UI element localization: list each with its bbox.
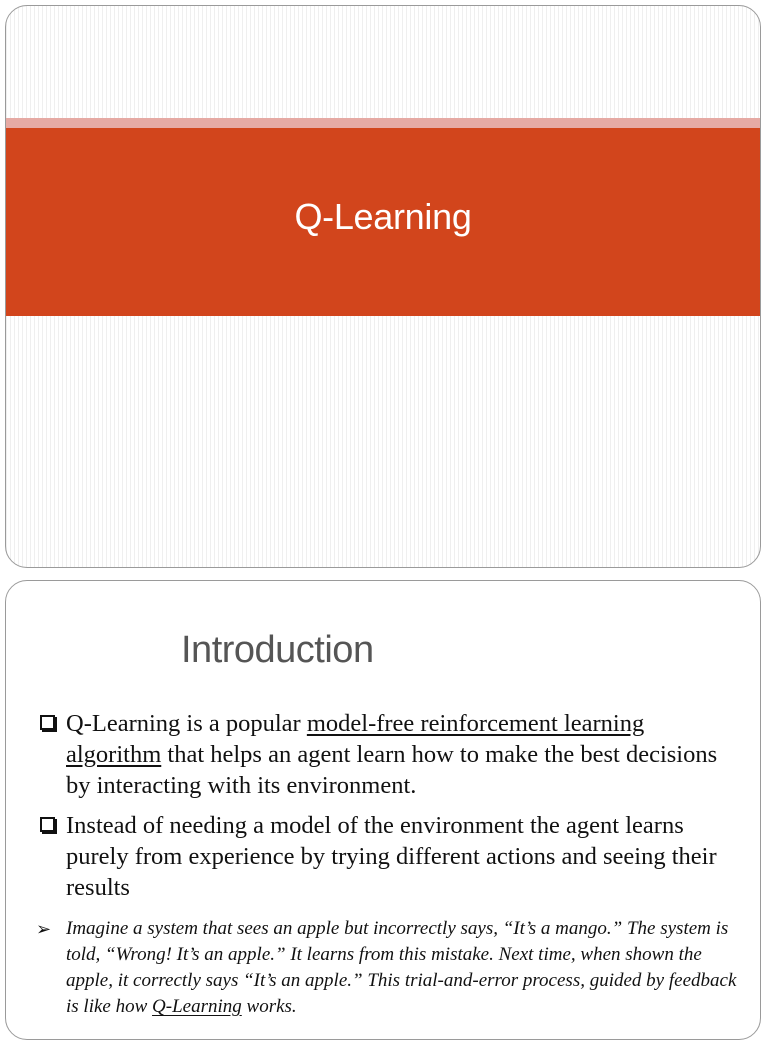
arrow-bullet-icon: ➢ bbox=[36, 919, 52, 939]
checkbox-bullet-icon bbox=[40, 817, 55, 832]
accent-strip bbox=[6, 118, 760, 128]
bullet-text-part: that helps an agent learn how to make the best decisions by interacting with its environment. bbox=[66, 741, 718, 799]
title-band bbox=[6, 128, 760, 316]
underlined-term: Q-Learning bbox=[152, 996, 242, 1017]
bullet-text-part: Q-Learning is a popular bbox=[66, 710, 307, 737]
bullet-text: Instead of needing a model of the environment the agent learns purely from experience by trying different actions and seeing their results bbox=[66, 812, 717, 901]
bullet-item bbox=[36, 810, 736, 903]
section-heading: Introduction bbox=[181, 629, 374, 671]
bullet-item bbox=[36, 708, 736, 801]
introduction-slide bbox=[5, 580, 761, 1040]
bullet-text bbox=[66, 708, 736, 801]
checkbox-bullet-icon bbox=[40, 715, 55, 730]
underlined-term: model-free reinforcement learning algorithm bbox=[66, 710, 645, 768]
slide-title: Q-Learning bbox=[294, 196, 472, 237]
example-text-part: Imagine a system that sees an apple but incorrectly says, “It’s a mango.” The system is told, “Wrong! It’s an apple.” It learns from this mistake. Next time, when shown the apple, it correctly says “It’s an apple.” This trial-and-error process, guided by feedback is like how bbox=[66, 918, 737, 1017]
title-slide bbox=[5, 5, 761, 568]
example-paragraph bbox=[36, 916, 746, 1020]
example-text-part: works. bbox=[241, 996, 297, 1017]
example-text bbox=[66, 916, 746, 1020]
